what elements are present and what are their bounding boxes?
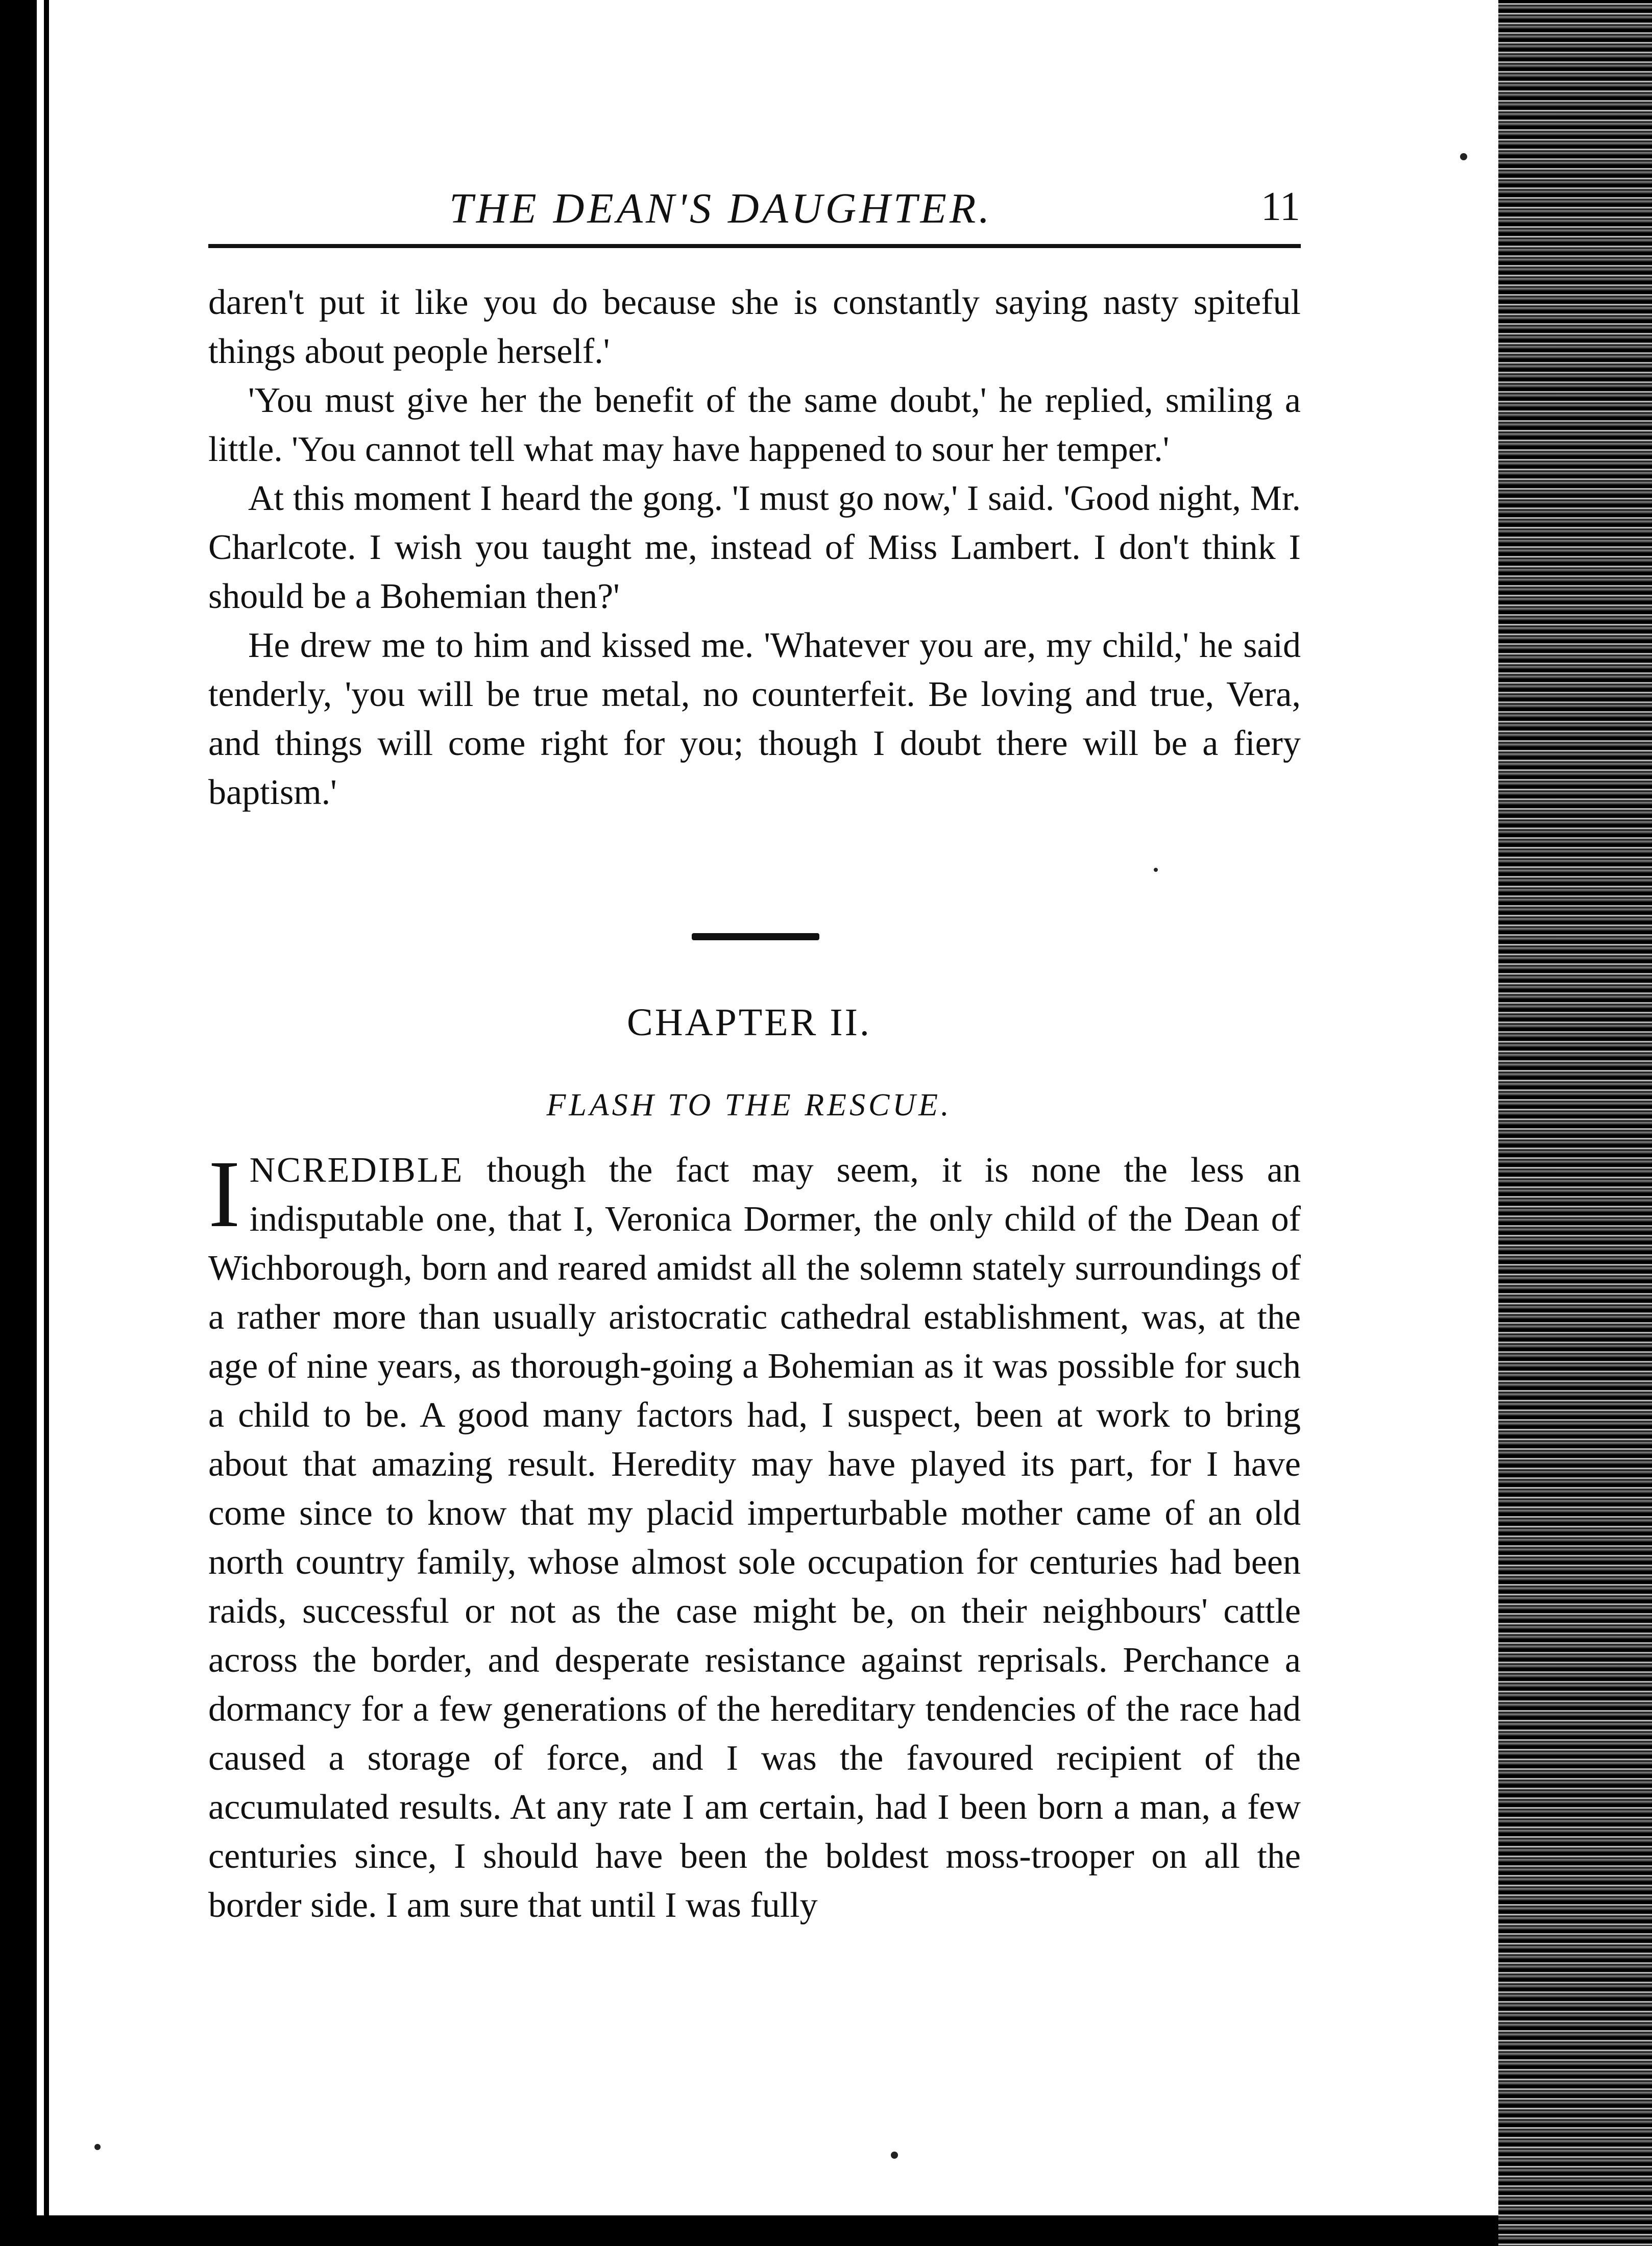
drop-cap: I [208,1140,240,1247]
section-divider [692,933,819,940]
running-head [0,184,1498,240]
scan-speck [1154,868,1158,872]
paragraph: He drew me to him and kissed me. 'Whatever you are, my child,' he said tenderly, 'you will be true metal, no counterfeit. Be loving and true, Vera, and things will come right for you; though I doubt there will be a fiery baptism.' [208,626,1301,812]
opening-paragraph [208,1140,1301,1930]
opening-caps: NCREDIBLE [249,1151,464,1190]
page-number: 11 [1261,184,1301,229]
paragraph: 'You must give her the benefit of the same doubt,' he replied, smiling a little. 'You cannot tell what may have happened to sour her temper.' [208,381,1301,469]
paragraph: At this moment I heard the gong. 'I must go now,' I said. 'Good night, Mr. Charlcote. I wish you taught me, instead of Miss Lambert. I don't think I should be a Bohemian then?' [208,479,1301,616]
chapter-title: FLASH TO THE RESCUE. [546,1088,952,1122]
running-title: THE DEAN'S DAUGHTER. [449,185,993,232]
paragraph: daren't put it like you do because she is constantly saying nasty spiteful things about people herself.' [208,283,1301,371]
chapter-opening [208,1140,1301,1930]
chapter-heading: CHAPTER II. [627,1001,871,1044]
scan-speck [1460,153,1467,160]
scan-speck [891,2152,898,2159]
opening-text: though the fact may seem, it is none the less an indisputable one, that I, Veronica Dormer, the only child of the Dean of Wichborough, born and reared amidst all the solemn stately surroundings of a rather more than usually aristocratic cathedral establishment, was, at the age of nine years, as thorough-going a Bohemian as it was possible for such a child to be. A good many factors had, I suspect, been at work to bring about that amazing result. Heredity may have played its part, for I have come since to know that my placid imperturbable mother came of an old north country family, whose almost sole occupation for centuries had been raids, successful or not as the case might be, on their neighbours' cattle across the border, and desperate resistance against reprisals. Perchance a dormancy for a few generations of the hereditary tendencies of the race had caused a storage of force, and I was the favoured recipient of the accumulated results. At any rate I am certain, had I been born a man, a few centuries since, I should have been the boldest moss-trooper on all the border side. I am sure that until I was fully [208,1151,1301,1925]
scan-right-edge [1498,0,1652,2246]
passage-before-chapter [208,278,1301,817]
scan-speck [94,2144,101,2150]
header-rule [208,244,1301,248]
